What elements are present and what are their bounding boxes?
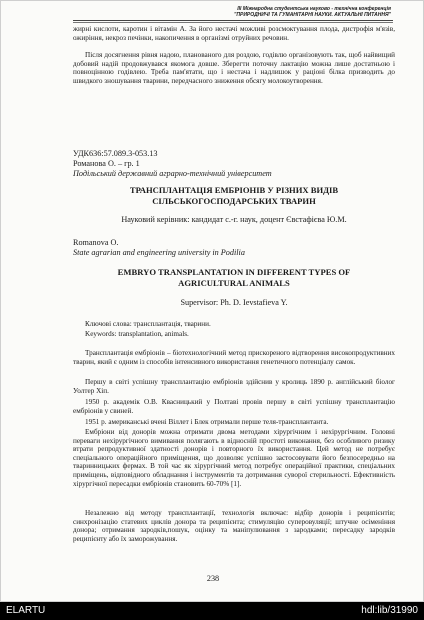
supervisor-ua: Науковий керівник: кандидат с.-г. наук, доцент Євстафієва Ю.М. xyxy=(121,215,347,224)
body-paragraph-2: Першу в світі успішну трансплантацію ембріонів здійснив у кролиць 1890 р. англійський біолог Уолтер Хіп. xyxy=(73,378,395,395)
body-paragraph-3: 1950 р. академік О.В. Квасницький у Полтаві провів першу в світі успішну трансплантацію ембріонів у свиней. xyxy=(73,398,395,415)
footer-repository-name: ELARTU xyxy=(6,605,46,616)
keywords-ua: Ключові слова: трансплантація, тварини. xyxy=(85,320,211,328)
institution-en: State agrarian and engineering university in Podilia xyxy=(73,248,245,257)
top-paragraph-1: жирні кислоти, каротин і вітамін А. За його нестачі можливі розсмоктування плода, дистрофія м'язів, ожиріння, некроз печінки, накопичення в організмі отруйних речовин. xyxy=(73,25,395,42)
conference-header-line1: ІІІ Міжнародна студентська науково - технічна конференція xyxy=(237,6,391,12)
author-ua: Романова О. – гр. 1 xyxy=(73,159,140,168)
udk-code: УДК636:57.089.3-053.13 xyxy=(73,149,158,158)
body-paragraph-5: Ембріони від донорів можна отримати двома методами хірургічним і нехірургічним. Головні переваги нехірургічного вимивання полягають в відносній простоті виконання, без особливого ризику втрати репродуктивної здатності донорів і повторного їх використання. Цей метод не потребує спеціального операційного приміщення, що дозволяє успішно застосовувати його безпосередньо на тваринницьких фермах. В той час як хірургічний метод потребує операційної практики, спеціальних приміщень, відповідного обладнання і інструментів та дотримання суворої стерильності. Ефективність хірургічної пересадки ембріонів становить 60-70% [1]. xyxy=(73,428,395,488)
top-paragraph-2: Після досягнення рівня надою, планованого для роздою, годівлю організовують так, щоб найвищий добовий надій продовжувався якомога довше. Зберегти поточну лактацію можна лише достатньою і повноцінною годівлею. Треба пам'ятати, що і нестача і надлишок у раціоні білка призводить до швидкого зношування тварини, передчасного зниження обсягу молокоутворення. xyxy=(73,51,395,85)
footer-bar xyxy=(0,602,424,620)
title-en-line1: EMBRYO TRANSPLANTATION IN DIFFERENT TYPES OF xyxy=(117,267,351,277)
header-rule xyxy=(73,20,393,21)
header-rule-thin xyxy=(73,22,393,23)
title-en-line2: AGRICULTURAL ANIMALS xyxy=(178,277,290,288)
body-paragraph-6: Незалежно від методу трансплантації, технологія включає: відбір донорів і реципієнтів; синхронізацію статевих циклів донора та реципієнта; стимуляцію суперовуляції; штучне осіменіння донора; отримання зародків,пошук, оцінку та маніпулювання з зародками; пересадку зародків реципієнту або їх заморожування. xyxy=(73,509,395,543)
keywords-en: Keywords: transplantation, animals. xyxy=(85,330,189,338)
conference-header xyxy=(234,6,391,20)
title-en xyxy=(73,267,395,288)
title-ua xyxy=(73,185,395,206)
conference-header-line2: "ПРИРОДНИЧІ ТА ГУМАНІТАРНІ НАУКИ. АКТУАЛЬНІ ПИТАННЯ" xyxy=(234,12,391,18)
author-en: Romanova O. xyxy=(73,238,119,247)
footer-handle: hdl:lib/31990 xyxy=(361,605,418,616)
page-number: 238 xyxy=(206,574,220,583)
body-paragraph-4: 1951 р. американські вчені Віллет і Блек отримали перше теля-трансплантанта. xyxy=(85,418,329,426)
supervisor-en: Supervisor: Ph. D. Ievstafieva Y. xyxy=(180,298,288,307)
body-paragraph-1: Трансплантація ембріонів – біотехнологічний метод прискореного відтворення високопродуктивних тварин, який є одним із способів інтенсивного використання генетичного потенціалу самок. xyxy=(73,349,395,366)
title-ua-line1: ТРАНСПЛАНТАЦІЯ ЕМБРІОНІВ У РІЗНИХ ВИДІВ xyxy=(129,185,339,195)
title-ua-line2: СІЛЬСЬКОГОСПОДАРСЬКИХ ТВАРИН xyxy=(152,195,316,206)
institution-ua: Подільський державний аграрно-технічний університет xyxy=(73,169,272,178)
